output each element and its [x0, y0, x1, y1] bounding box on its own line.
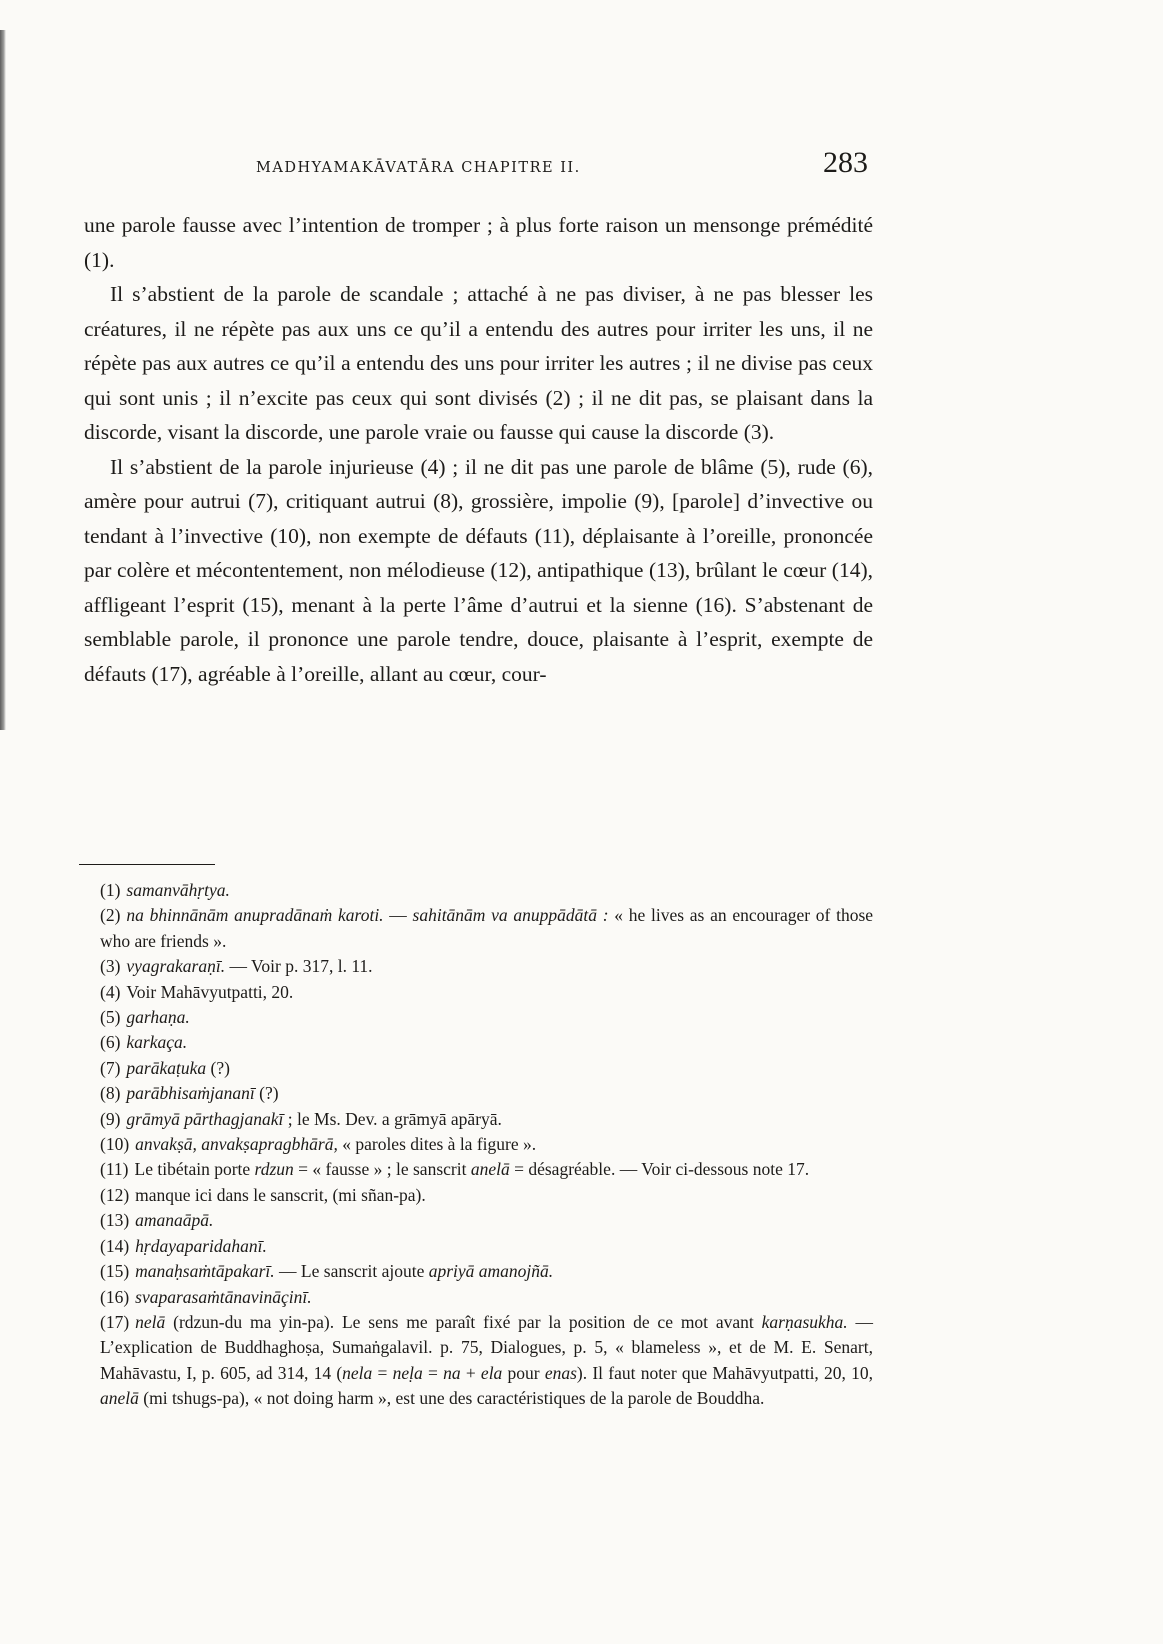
footnote-number: (6) — [100, 1032, 121, 1053]
footnote — [100, 1005, 873, 1030]
footnote-text: vyagrakaraṇī. — Voir p. 317, l. 11. — [126, 956, 373, 977]
footnote-number: (11) — [100, 1159, 129, 1180]
footnote — [100, 1081, 873, 1106]
footnote-number: (8) — [100, 1083, 121, 1104]
footnote-text: parābhisaṁjananī (?) — [126, 1083, 279, 1104]
footnote-number: (13) — [100, 1210, 130, 1231]
footnote-number: (15) — [100, 1261, 130, 1282]
footnote-number: (17) — [100, 1311, 130, 1332]
footnote-text: anvakṣā, anvakṣapragbhārā, « paroles dites à la figure ». — [135, 1134, 537, 1155]
footnotes — [100, 878, 873, 1412]
page-header — [256, 146, 868, 190]
footnote — [100, 1132, 873, 1157]
footnote-text: parākaṭuka (?) — [126, 1057, 230, 1078]
footnote-text: nelā (rdzun-du ma yin-pa). Le sens me paraît fixé par la position de ce mot avant karṇasukha. — L’explication de Buddhaghoṣa, Sumaṅgalavil. p. 75, Dialogues, p. 5, « blameless », et de M. E. Senart, Mahāvastu, I, p. 605, ad 314, 14 (nela = neḷa = na + ela pour enas). Il faut noter que Mahāvyutpatti, 20, 10, anelā (mi tshugs-pa), « not doing harm », est une des caractéristiques de la parole de Bouddha. — [100, 1311, 874, 1409]
footnote — [100, 1157, 873, 1182]
footnote — [100, 954, 873, 979]
footnote-text: svaparasaṁtānavināçinī. — [135, 1286, 312, 1307]
footnote-number: (7) — [100, 1057, 121, 1078]
footnote-number: (12) — [100, 1184, 130, 1205]
footnote — [100, 1234, 873, 1259]
footnote-number: (3) — [100, 956, 121, 977]
footnote-text: hṛdayaparidahanī. — [135, 1235, 267, 1256]
paragraph: une parole fausse avec l’intention de tromper ; à plus forte raison un mensonge prémédité (1). — [84, 213, 873, 272]
footnote-number: (9) — [100, 1108, 121, 1129]
footnote-number: (16) — [100, 1286, 130, 1307]
paragraph: Il s’abstient de la parole de scandale ; attaché à ne pas diviser, à ne pas blesser les créatures, il ne répète pas aux uns ce qu’il a entendu des autres pour irriter les uns, il ne répète pas aux autres ce qu’il a entendu des uns pour irriter les autres ; il ne divise pas ceux qui sont unis ; il n’excite pas ceux qui sont divisés (2) ; il ne dit pas, se plaisant dans la discorde, visant la discorde, une parole vraie ou fausse qui cause la discorde (3). — [84, 282, 873, 444]
footnote — [100, 878, 873, 903]
main-text — [84, 208, 873, 691]
page-number: 283 — [823, 146, 868, 179]
footnote-text: samanvāhṛtya. — [126, 880, 230, 900]
footnote — [100, 1310, 873, 1412]
footnote — [100, 1259, 873, 1284]
binding-shadow — [0, 30, 6, 730]
running-title: MADHYAMAKĀVATĀRA CHAPITRE II. — [256, 160, 581, 176]
footnote-rule — [79, 864, 215, 865]
footnote-text: garhaṇa. — [126, 1007, 190, 1028]
footnote — [100, 1285, 873, 1310]
footnote-text: amanaāpā. — [135, 1210, 214, 1231]
footnote-number: (1) — [100, 880, 121, 900]
footnote — [100, 1208, 873, 1233]
footnote-text: manaḥsaṁtāpakarī. — Le sanscrit ajoute apriyā amanojñā. — [135, 1261, 554, 1282]
footnote-text: Voir Mahāvyutpatti, 20. — [126, 981, 294, 1002]
footnote — [100, 1107, 873, 1132]
footnote-number: (5) — [100, 1007, 121, 1028]
footnote-text: grāmyā pārthagjanakī ; le Ms. Dev. a grāmyā apāryā. — [126, 1108, 502, 1129]
footnote-number: (14) — [100, 1235, 130, 1256]
footnote-number: (10) — [100, 1134, 130, 1155]
footnote-number: (4) — [100, 981, 121, 1002]
footnote-number: (2) — [100, 905, 121, 926]
footnote-text: karkaça. — [126, 1032, 188, 1053]
paragraph: Il s’abstient de la parole injurieuse (4) ; il ne dit pas une parole de blâme (5), rude (6), amère pour autrui (7), critiquant autrui (8), grossière, impolie (9), [parole] d’invective ou tendant à l’invective (10), non exempte de défauts (11), déplaisante à l’oreille, prononcée par colère et mécontentement, non mélodieuse (12), antipathique (13), brûlant le cœur (14), affligeant l’esprit (15), menant à la perte l’âme d’autrui et la sienne (16). S’abstenant de semblable parole, il prononce une parole tendre, douce, plaisante à l’esprit, exempte de défauts (17), agréable à l’oreille, allant au cœur, cour- — [84, 454, 873, 686]
footnote-text: Le tibétain porte rdzun = « fausse » ; le sanscrit anelā = désagréable. — Voir ci-dessous note 17. — [134, 1159, 810, 1180]
footnote — [100, 1056, 873, 1081]
footnote — [100, 903, 873, 954]
footnote — [100, 980, 873, 1005]
footnote — [100, 1183, 873, 1208]
footnote-text: na bhinnānām anupradānaṁ karoti. — sahitānām va anuppādātā : « he lives as an encourager of those who are friends ». — [100, 905, 874, 951]
footnote-text: manque ici dans le sanscrit, (mi sñan-pa). — [135, 1184, 426, 1205]
footnote — [100, 1030, 873, 1055]
